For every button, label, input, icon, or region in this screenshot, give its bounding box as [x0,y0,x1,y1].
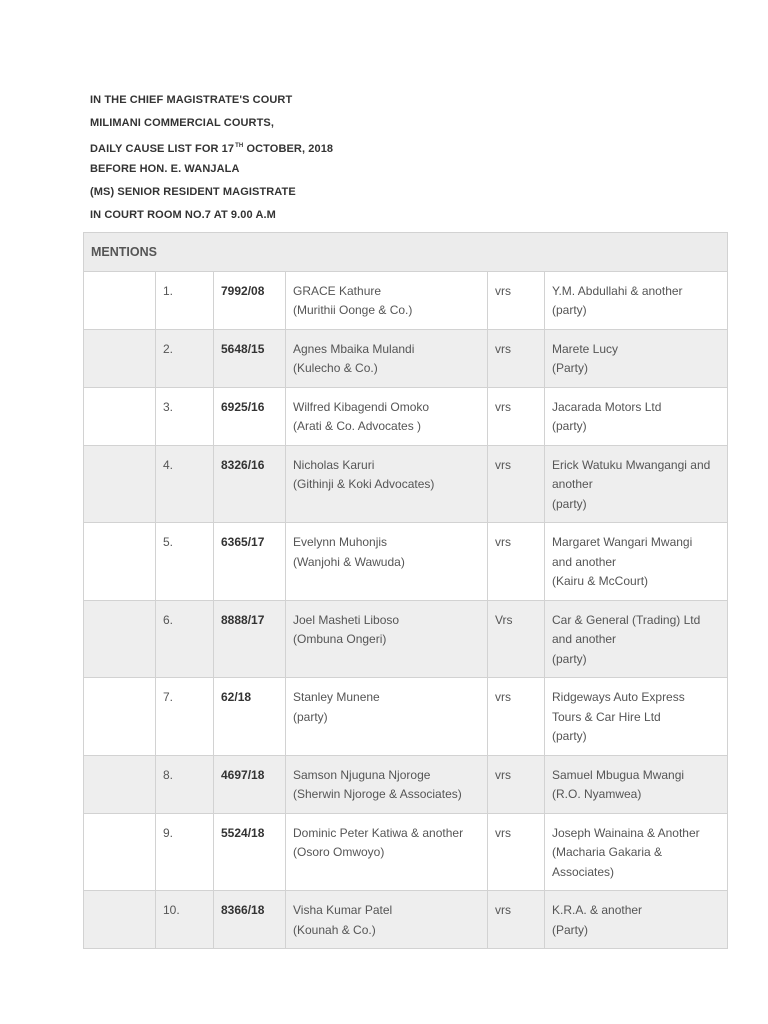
defendant-line: and another [552,554,617,569]
case-number [214,891,286,949]
magistrate-title: (MS) SENIOR RESIDENT MAGISTRATE [90,186,296,198]
table-row [84,600,728,678]
plaintiff-name: Agnes Mbaika Mulandi [293,341,415,356]
case-number-year: /08 [247,283,265,298]
versus-label: vrs [488,813,545,891]
defendant-line: Jacarada Motors Ltd [552,399,662,414]
defendant-line: Margaret Wangari Mwangi [552,535,693,549]
plaintiff-cell [286,271,488,329]
case-number [214,600,286,678]
cause-list-date-prefix: DAILY CAUSE LIST FOR 17 [90,143,235,155]
row-number: 7. [156,678,214,756]
defendant-line: Tours & Car Hire Ltd [552,709,661,724]
case-number-year: /18 [247,903,265,917]
case-number-main: 8888 [221,612,248,627]
plaintiff-cell [286,678,488,756]
case-number-year: /16 [247,399,265,414]
table-row [84,329,728,387]
defendant-line: (party) [552,651,587,666]
case-number-main: 6365 [221,535,248,549]
defendant-line: (Party) [552,922,588,937]
plaintiff-representative: (Githinji & Koki Advocates) [293,477,435,491]
plaintiff-name: Wilfred Kibagendi Omoko [293,399,430,414]
table-row [84,678,728,756]
case-number-main: 62 [221,690,235,704]
case-number [214,755,286,813]
defendant-cell [545,678,728,756]
case-number [214,523,286,601]
case-number-year: /18 [247,767,265,782]
versus-label: vrs [488,329,545,387]
plaintiff-representative: (Sherwin Njoroge & Associates) [293,787,462,801]
table-row [84,445,728,523]
defendant-cell [545,523,728,601]
defendant-line: Associates) [552,864,615,879]
row-number: 10. [156,891,214,949]
section-header-row [84,233,728,272]
defendant-line: (party) [552,303,587,317]
defendant-line: Erick Watuku Mwangangi and [552,457,711,472]
plaintiff-name: Samson Njuguna Njoroge [293,767,431,782]
plaintiff-cell [286,600,488,678]
case-number [214,271,286,329]
defendant-cell [545,329,728,387]
case-number [214,329,286,387]
case-number-year: /16 [247,457,265,472]
row-number: 4. [156,445,214,523]
row-blank-cell [84,600,156,678]
plaintiff-cell [286,891,488,949]
row-blank-cell [84,891,156,949]
case-number-year: /17 [247,612,265,627]
plaintiff-cell [286,445,488,523]
row-blank-cell [84,755,156,813]
row-blank-cell [84,445,156,523]
versus-label: vrs [488,678,545,756]
defendant-cell [545,813,728,891]
table-row [84,755,728,813]
court-room: IN COURT ROOM NO.7 AT 9.00 A.M [90,209,276,221]
plaintiff-representative: (Wanjohi & Wawuda) [293,554,405,569]
defendant-line: (party) [552,496,587,511]
court-header [90,90,333,228]
table-row [84,891,728,949]
defendant-line: (party) [552,419,587,433]
plaintiff-name: Joel Masheti Liboso [293,612,400,627]
row-number: 1. [156,271,214,329]
plaintiff-name: Nicholas Karuri [293,457,375,472]
plaintiff-name: Visha Kumar Patel [293,903,393,917]
versus-label: vrs [488,755,545,813]
plaintiff-name: Dominic Peter Katiwa & another [293,825,464,840]
plaintiff-name: GRACE Kathure [293,283,382,298]
plaintiff-representative: (Arati & Co. Advocates ) [293,419,422,433]
defendant-line: Samuel Mbugua Mwangi [552,767,685,782]
case-number-main: 4697 [221,767,248,782]
plaintiff-representative: (Kounah & Co.) [293,922,376,937]
row-number: 5. [156,523,214,601]
row-number: 9. [156,813,214,891]
row-blank-cell [84,329,156,387]
plaintiff-cell [286,329,488,387]
plaintiff-name: Evelynn Muhonjis [293,535,388,549]
court-location: MILIMANI COMMERCIAL COURTS, [90,117,274,129]
row-number: 2. [156,329,214,387]
case-number-year: /15 [247,341,265,356]
versus-label: vrs [488,523,545,601]
defendant-line: (R.O. Nyamwea) [552,787,642,801]
court-name: IN THE CHIEF MAGISTRATE'S COURT [90,94,293,106]
defendant-cell [545,600,728,678]
case-number-main: 8326 [221,457,248,472]
section-title: MENTIONS [84,233,728,272]
versus-label: vrs [488,387,545,445]
plaintiff-cell [286,523,488,601]
plaintiff-name: Stanley Munene [293,690,380,704]
magistrate-name: BEFORE HON. E. WANJALA [90,163,240,175]
cause-list-body [84,233,728,949]
case-number-main: 5648 [221,341,248,356]
table-row [84,387,728,445]
table-row [84,523,728,601]
plaintiff-cell [286,387,488,445]
case-number [214,445,286,523]
row-blank-cell [84,271,156,329]
versus-label: Vrs [488,600,545,678]
row-number: 3. [156,387,214,445]
defendant-cell [545,755,728,813]
defendant-line: K.R.A. & another [552,903,643,917]
row-blank-cell [84,387,156,445]
case-number [214,678,286,756]
defendant-cell [545,891,728,949]
row-number: 6. [156,600,214,678]
case-number [214,387,286,445]
defendant-line: Ridgeways Auto Express [552,690,685,704]
row-number: 8. [156,755,214,813]
case-number-year: /18 [234,690,252,704]
case-number [214,813,286,891]
versus-label: vrs [488,891,545,949]
case-number-main: 7992 [221,283,248,298]
table-row [84,271,728,329]
case-number-year: /18 [247,825,265,840]
defendant-line: (Party) [552,361,588,375]
defendant-line: (party) [552,729,587,743]
versus-label: vrs [488,271,545,329]
row-blank-cell [84,813,156,891]
case-number-main: 5524 [221,825,248,840]
defendant-line: Marete Lucy [552,341,619,356]
row-blank-cell [84,678,156,756]
defendant-line: Joseph Wainaina & Another [552,825,700,840]
date-ordinal-suffix: TH [235,143,244,149]
defendant-line: Car & General (Trading) Ltd [552,612,701,627]
defendant-cell [545,445,728,523]
plaintiff-representative: (Murithii Oonge & Co.) [293,303,413,317]
defendant-line: (Macharia Gakaria & [552,845,663,859]
defendant-line: (Kairu & McCourt) [552,574,649,588]
defendant-line: Y.M. Abdullahi & another [552,283,683,298]
defendant-line: and another [552,632,617,646]
row-blank-cell [84,523,156,601]
plaintiff-representative: (Kulecho & Co.) [293,361,378,375]
cause-list-date [90,136,333,159]
case-number-main: 6925 [221,399,248,414]
case-number-year: /17 [247,535,265,549]
plaintiff-cell [286,755,488,813]
plaintiff-cell [286,813,488,891]
defendant-cell [545,387,728,445]
plaintiff-representative: (Ombuna Ongeri) [293,632,387,646]
defendant-cell [545,271,728,329]
plaintiff-representative: (party) [293,709,328,724]
defendant-line: another [552,477,593,491]
plaintiff-representative: (Osoro Omwoyo) [293,845,385,859]
cause-list-date-suffix: OCTOBER, 2018 [243,143,334,155]
case-number-main: 8366 [221,903,248,917]
table-row [84,813,728,891]
versus-label: vrs [488,445,545,523]
cause-list-table [83,232,728,949]
